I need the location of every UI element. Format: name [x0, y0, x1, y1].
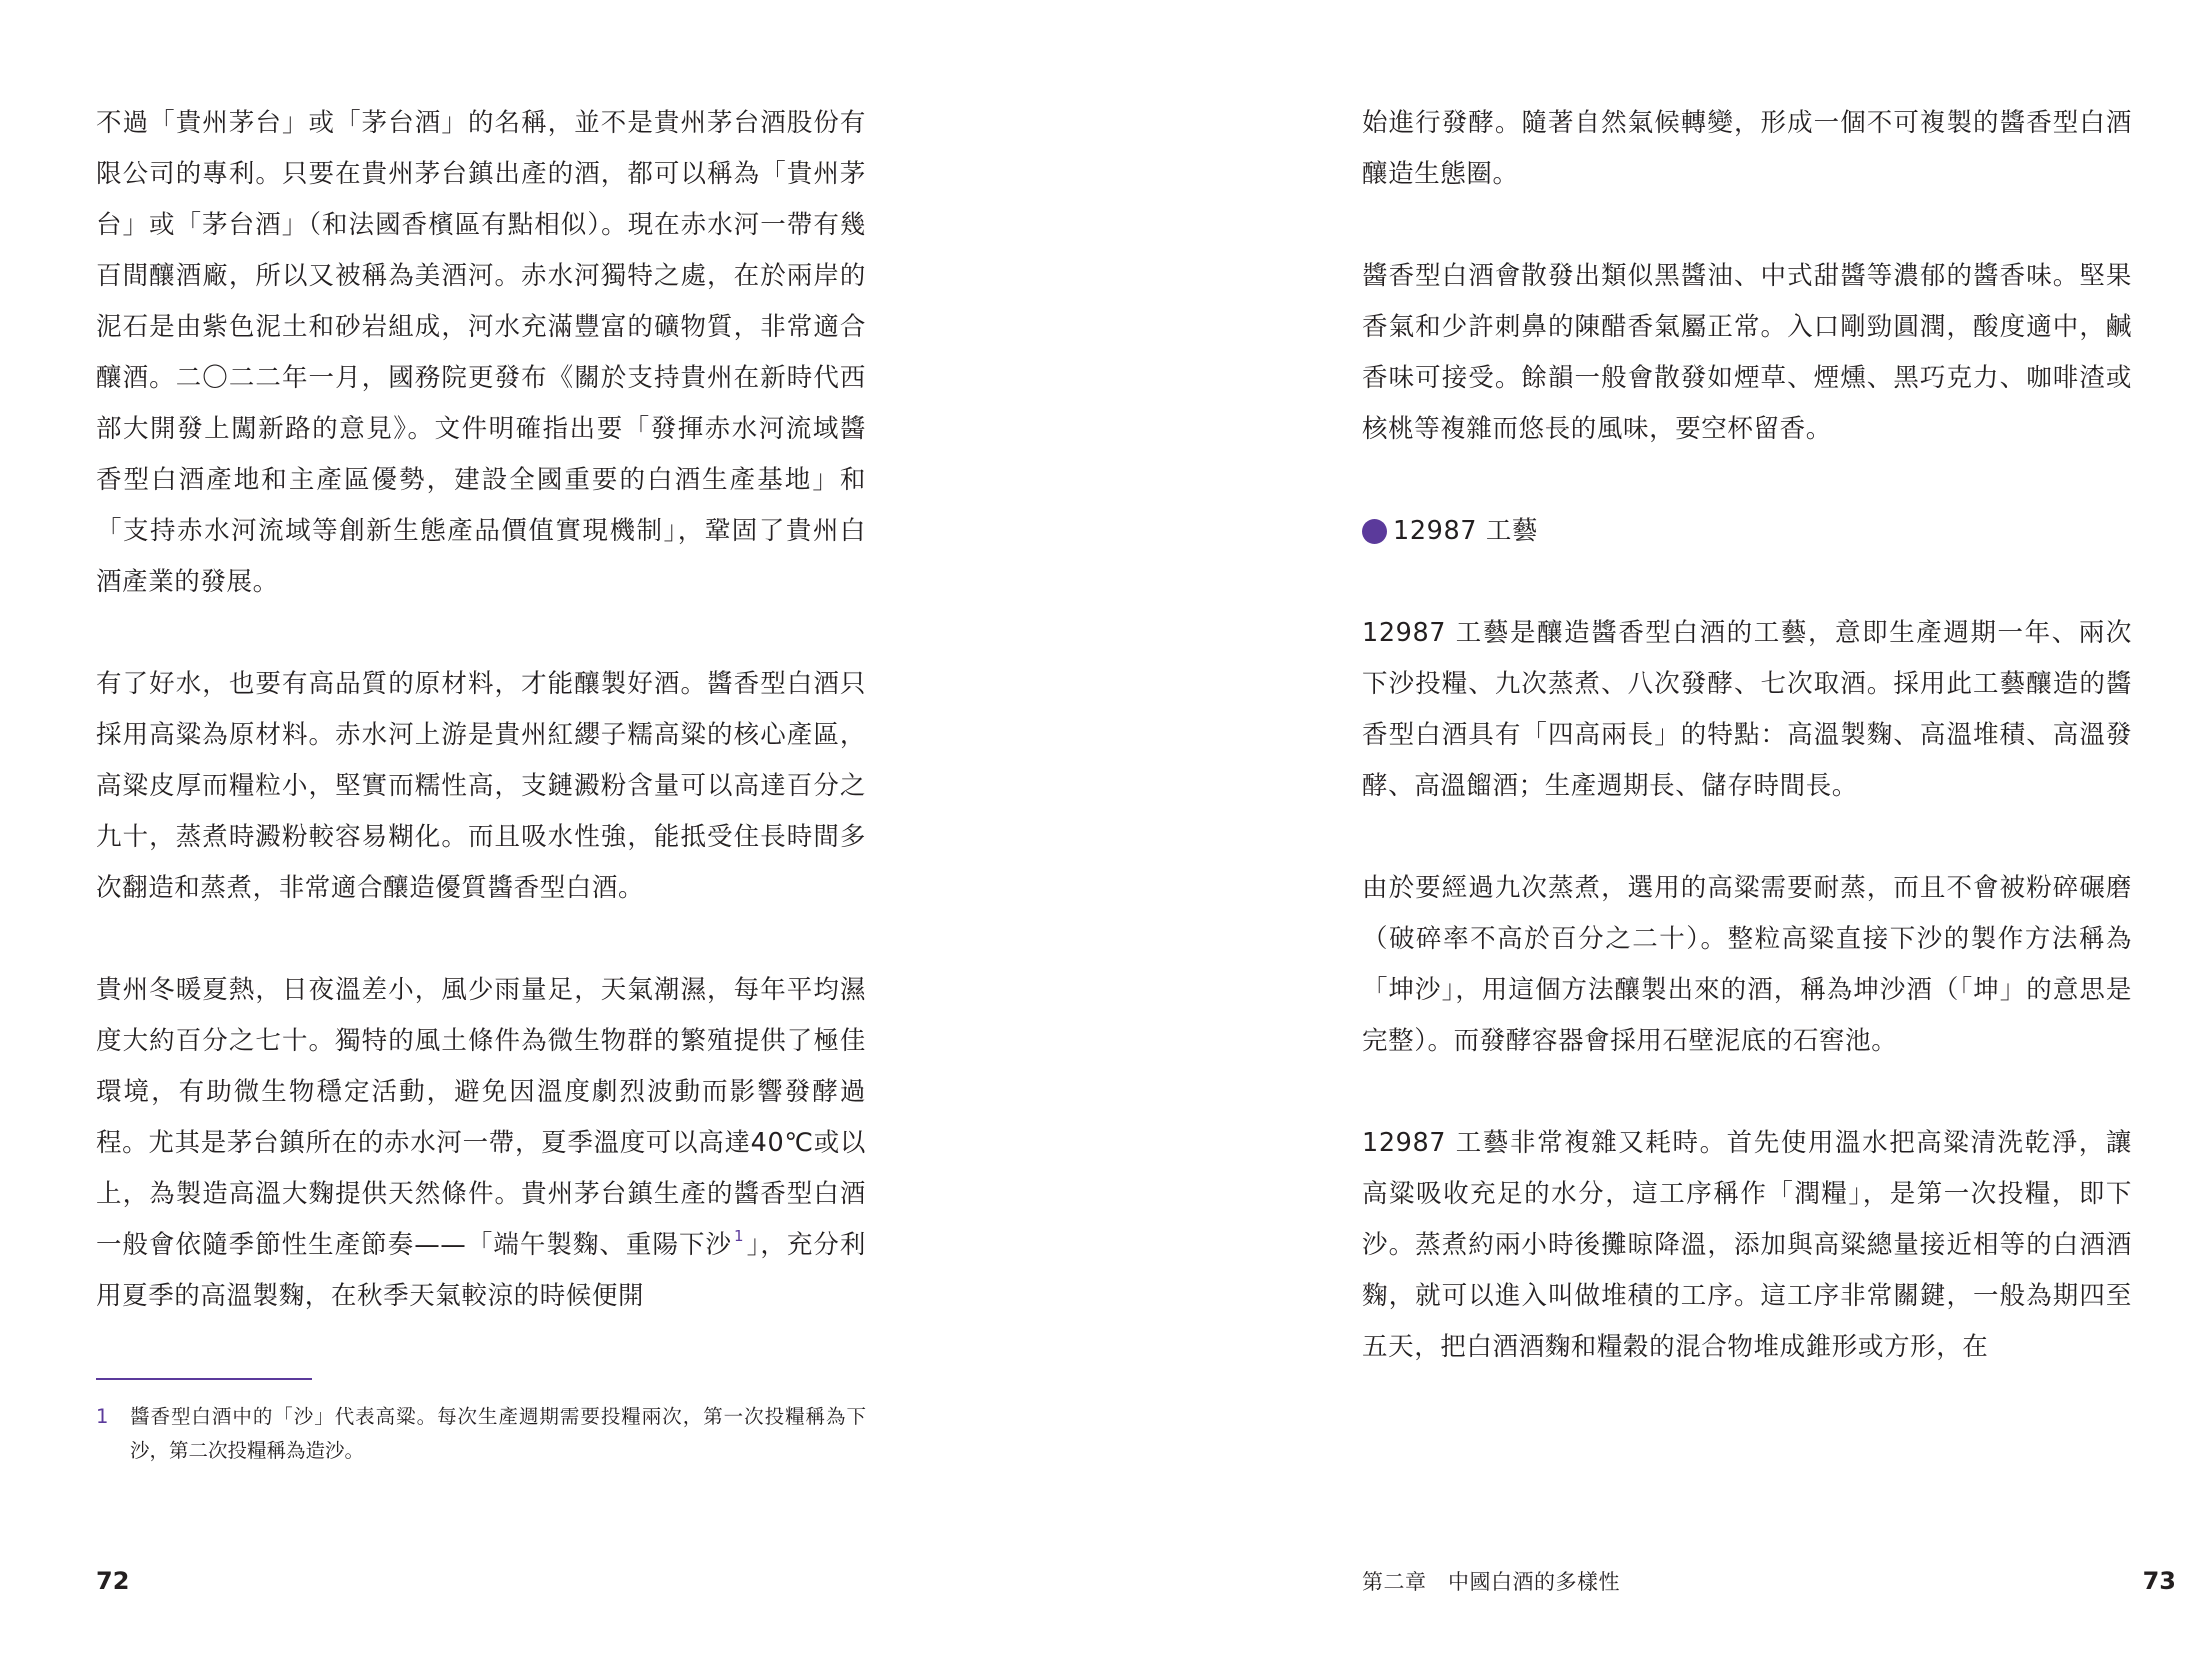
left-text-column	[96, 98, 866, 1373]
right-text-column	[1362, 98, 2132, 1424]
bullet-dot-icon	[1362, 519, 1387, 544]
body-paragraph: 有了好水，也要有高品質的原材料，才能釀製好酒。醬香型白酒只採用高粱為原材料。赤水河上游是貴州紅纓子糯高粱的核心產區，高粱皮厚而糧粒小，堅實而糯性高，支鏈澱粉含量可以高達百分之九十，蒸煮時澱粉較容易糊化。而且吸水性強，能抵受住長時間多次翻造和蒸煮，非常適合釀造優質醬香型白酒。	[96, 669, 866, 903]
footnote-number: 1	[96, 1405, 109, 1428]
body-paragraph: 始進行發酵。隨著自然氣候轉變，形成一個不可複製的醬香型白酒釀造生態圈。	[1362, 108, 2132, 189]
body-paragraph: 12987 工藝非常複雜又耗時。首先使用溫水把高粱清洗乾淨，讓高粱吸收充足的水分，這工序稱作「潤糧」，是第一次投糧，即下沙。蒸煮約兩小時後攤晾降溫，添加與高粱總量接近相等的白酒酒麴，就可以進入叫做堆積的工序。這工序非常關鍵，一般為期四至五天，把白酒酒麴和糧穀的混合物堆成錐形或方形，在	[1362, 1128, 2132, 1362]
body-paragraph: 12987 工藝是釀造醬香型白酒的工藝，意即生產週期一年、兩次下沙投糧、九次蒸煮、八次發酵、七次取酒。採用此工藝釀造的醬香型白酒具有「四高兩長」的特點：高溫製麴、高溫堆積、高溫發酵、高溫餾酒；生產週期長、儲存時間長。	[1362, 618, 2132, 801]
body-paragraph: 醬香型白酒會散發出類似黑醬油、中式甜醬等濃郁的醬香味。堅果香氣和少許刺鼻的陳醋香氣屬正常。入口剛勁圓潤，酸度適中，鹹香味可接受。餘韻一般會散發如煙草、煙燻、黑巧克力、咖啡渣或核桃等複雜而悠長的風味，要空杯留香。	[1362, 261, 2132, 444]
running-head: 第二章 中國白酒的多樣性	[1362, 1570, 1620, 1594]
body-paragraph: 不過「貴州茅台」或「茅台酒」的名稱，並不是貴州茅台酒股份有限公司的專利。只要在貴州茅台鎮出產的酒，都可以稱為「貴州茅台」或「茅台酒」（和法國香檳區有點相似）。現在赤水河一帶有幾百間釀酒廠，所以又被稱為美酒河。赤水河獨特之處，在於兩岸的泥石是由紫色泥土和砂岩組成，河水充滿豐富的礦物質，非常適合釀酒。二〇二二年一月，國務院更發布《關於支持貴州在新時代西部大開發上闖新路的意見》。文件明確指出要「發揮赤水河流域醬香型白酒產地和主產區優勢，建設全國重要的白酒生產基地」和「支持赤水河流域等創新生態產品價值實現機制」，鞏固了貴州白酒產業的發展。	[96, 108, 866, 597]
section-heading	[1362, 506, 2132, 557]
paragraph-text: 貴州冬暖夏熱，日夜溫差小，風少雨量足，天氣潮濕，每年平均濕度大約百分之七十。獨特的風土條件為微生物群的繁殖提供了極佳環境，有助微生物穩定活動，避免因溫度劇烈波動而影響發酵過程。尤其是茅台鎮所在的赤水河一帶，夏季溫度可以高達40℃或以上，為製造高溫大麴提供天然條件。貴州茅台鎮生產的醬香型白酒一般會依隨季節性生產節奏——「端午製麴、重陽下沙	[96, 975, 866, 1260]
paragraph-text: 」，充分利用夏季的高溫製麴，在秋季天氣較涼的時候便開	[96, 1230, 866, 1311]
page-number: 73	[2142, 1567, 2176, 1595]
page-number: 72	[96, 1567, 130, 1595]
footnote	[96, 1400, 866, 1468]
body-paragraph-with-footnote	[96, 965, 866, 1322]
left-page	[0, 0, 1102, 1654]
body-paragraph: 由於要經過九次蒸煮，選用的高粱需要耐蒸，而且不會被粉碎碾磨（破碎率不高於百分之二十）。整粒高粱直接下沙的製作方法稱為「坤沙」，用這個方法釀製出來的酒，稱為坤沙酒（「坤」的意思是完整）。而發酵容器會採用石壁泥底的石窖池。	[1362, 873, 2132, 1056]
footnote-text: 醬香型白酒中的「沙」代表高粱。每次生產週期需要投糧兩次，第一次投糧稱為下沙，第二次投糧稱為造沙。	[130, 1405, 866, 1462]
footnote-reference[interactable]: 1	[734, 1227, 745, 1245]
section-heading-text: 12987 工藝	[1393, 516, 1539, 546]
right-page	[1102, 0, 2205, 1654]
footnote-divider	[96, 1378, 312, 1380]
